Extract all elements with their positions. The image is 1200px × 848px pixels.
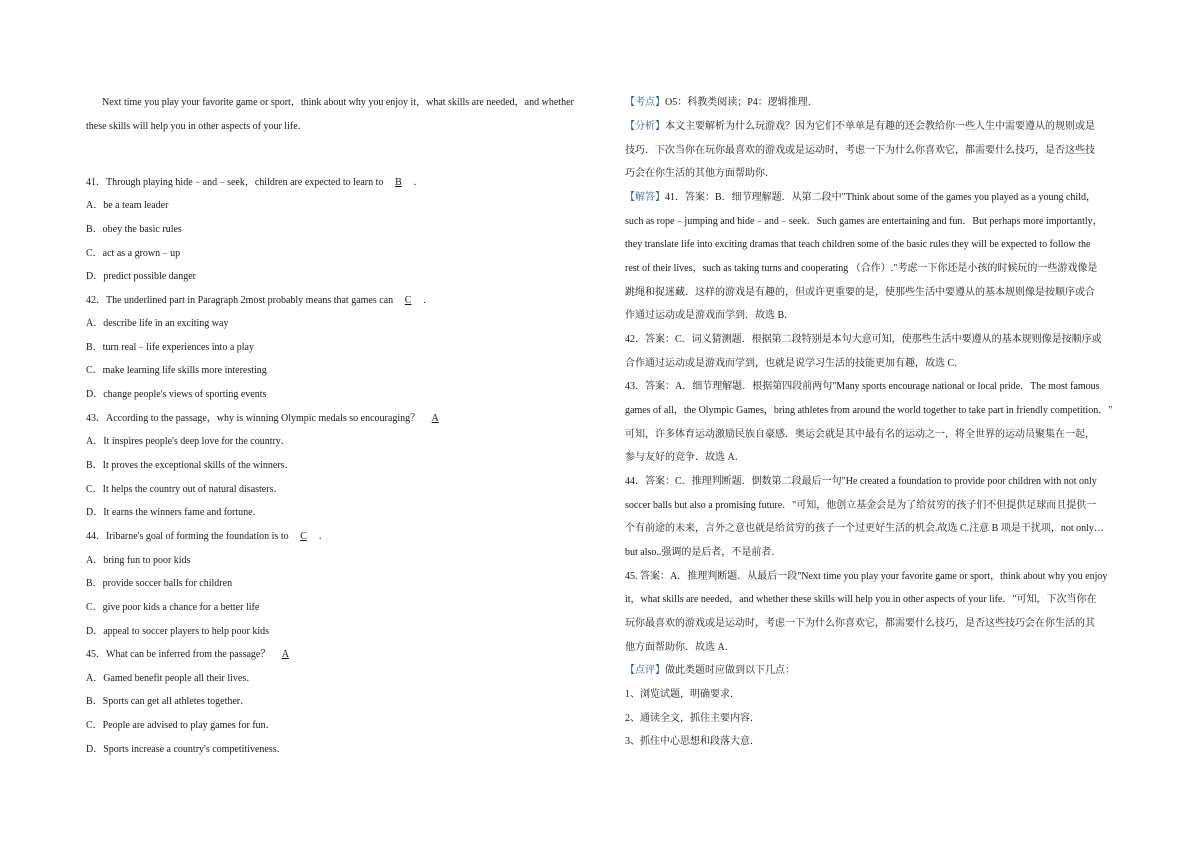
option: B．turn real﹣life experiences into a play	[86, 342, 254, 353]
option: B．obey the basic rules	[86, 224, 182, 235]
answer-blank: C	[300, 531, 307, 542]
text-line: it，what skills are needed，and whether these skills will help you in other aspects of your life．"可知，下次当你在	[625, 594, 1097, 605]
question-41	[86, 176, 423, 190]
text-line: 合作通过运动或是游戏而学到，也就是说学习生活的技能更加有趣，故选 C．	[625, 358, 965, 369]
option: A．bring fun to poor kids	[86, 555, 191, 566]
text-line: 作通过运动或是游戏而学到．故选 B．	[625, 310, 795, 321]
question-stem: 45．What can be inferred from the passage？	[86, 649, 271, 660]
text-line: 技巧．下次当你在玩你最喜欢的游戏或是运动时，考虑一下为什么你喜欢它，都需要什么技巧，是否这些技	[625, 145, 1095, 156]
fenxi-line	[625, 120, 1095, 134]
option: A．be a team leader	[86, 200, 169, 211]
text-line: such as rope﹣jumping and hide﹣and﹣seek．Such games are entertaining and fun．But perhaps more importantly，	[625, 216, 1103, 227]
question-stem: 41．Through playing hide﹣and﹣seek，children are expected to learn to	[86, 177, 384, 188]
text-line: 2、通读全文，抓住主要内容．	[625, 713, 760, 724]
question-stem: 43．According to the passage，why is winning Olympic medals so encouraging？	[86, 413, 421, 424]
intro-line-1: Next time you play your favorite game or sport，think about why you enjoy it，what skills are needed，and whether	[102, 97, 574, 108]
text-line: but also..强调的是后者，不是前者．	[625, 547, 782, 558]
text-line: 1、浏览试题，明确要求．	[625, 689, 740, 700]
line-text: 本文主要解析为什么玩游戏？因为它们不单单是有趣的还会教给你一些人生中需要遵从的规则或是	[665, 121, 1095, 132]
option: A．describe life in an exciting way	[86, 318, 229, 329]
text-line: 可知，许多体育运动激励民族自豪感．奥运会就是其中最有名的运动之一，将全世界的运动员聚集在一起，	[625, 429, 1095, 440]
question-stem: 44．Iribarne's goal of forming the foundation is to	[86, 531, 289, 542]
answer-blank: C	[404, 295, 412, 306]
jieda-line	[625, 191, 1096, 205]
question-stem: 42．The underlined part in Paragraph 2most probably means that games can	[86, 295, 394, 306]
line-text: O5：科教类阅读；P4：逻辑推理．	[665, 97, 818, 108]
section-tag: 【点评】	[625, 665, 665, 676]
option: D．It earns the winners fame and fortune．	[86, 507, 263, 518]
question-stem-end: ．	[318, 531, 329, 542]
option: C．act as a grown﹣up	[86, 248, 181, 259]
question-stem-end: ．	[413, 177, 424, 188]
text-line: 43．答案：A．细节理解题．根据第四段前两句"Many sports encourage national or local pride．The most famous	[625, 381, 1100, 392]
text-line: 45. 答案：A．推理判断题．从最后一段"Next time you play your favorite game or sport，think about why you enjoy	[625, 571, 1108, 582]
text-line: they translate life into exciting dramas that teach children some of the basic rules they will be expected to follow the	[625, 239, 1091, 250]
option: B．Sports can get all athletes together．	[86, 696, 251, 707]
option: C．People are advised to play games for fun．	[86, 720, 276, 731]
option: A．It inspires people's deep love for the country．	[86, 436, 291, 447]
option: A．Gamed benefit people all their lives．	[86, 673, 257, 684]
option: C．give poor kids a chance for a better life	[86, 602, 260, 613]
question-45	[86, 648, 300, 662]
option: C．make learning life skills more interesting	[86, 365, 267, 376]
kaodian-line	[625, 96, 818, 110]
answer-blank: A	[431, 413, 439, 424]
intro-line-2: these skills will help you in other aspects of your life．	[86, 121, 308, 132]
question-43	[86, 412, 450, 426]
text-line: 玩你最喜欢的游戏或是运动时，考虑一下为什么你喜欢它，都需要什么技巧，是否这些技巧会在你生活的其	[625, 618, 1095, 629]
option: B．provide soccer balls for children	[86, 578, 233, 589]
text-line: 44．答案：C．推理判断题．倒数第二段最后一句"He created a foundation to provide poor children with not only	[625, 476, 1097, 487]
text-line: 3、抓住中心思想和段落大意．	[625, 736, 760, 747]
question-stem-end: ．	[423, 295, 434, 306]
dianping-line	[625, 664, 795, 678]
text-line: 跳绳和捉迷藏．这样的游戏是有趣的，但或许更重要的是，使那些生活中要遵从的基本规则像是按顺序或合	[625, 287, 1095, 298]
text-line: games of all，the Olympic Games，bring athletes from around the world together to take part in friendly competition．"	[625, 405, 1113, 416]
line-text: 做此类题时应做到以下几点：	[665, 665, 795, 676]
text-line: rest of their lives，such as taking turns and cooperating （合作）."考虑一下你还是小孩的时候玩的一些游戏像是	[625, 263, 1098, 274]
option: C．It helps the country out of natural disasters．	[86, 484, 284, 495]
question-44	[86, 530, 329, 544]
text-line: 参与友好的竞争．故选 A．	[625, 452, 745, 463]
option: D．predict possible danger	[86, 271, 196, 282]
answer-blank: A	[281, 649, 289, 660]
text-line: 个有前途的未来，言外之意也就是给贫穷的孩子一个过更好生活的机会.故选 C.注意 B 项是干扰项，not only…	[625, 523, 1104, 534]
section-tag: 【考点】	[625, 97, 665, 108]
text-line: 巧会在你生活的其他方面帮助你．	[625, 168, 775, 179]
text-line: soccer balls but also a promising future．"可知，他创立基金会是为了给贫穷的孩子们不但提供足球而且提供一	[625, 500, 1097, 511]
line-text: 41．答案：B．细节理解题．从第二段中"Think about some of the games you played as a young child，	[665, 192, 1096, 203]
section-tag: 【解答】	[625, 192, 665, 203]
question-42	[86, 294, 433, 308]
option: B．It proves the exceptional skills of the winners．	[86, 460, 295, 471]
option: D．appeal to soccer players to help poor kids	[86, 626, 270, 637]
text-line: 他方面帮助你．故选 A．	[625, 642, 735, 653]
section-tag: 【分析】	[625, 121, 665, 132]
option: D．change people's views of sporting events	[86, 389, 267, 400]
text-line: 42．答案：C．词义猜测题．根据第二段特别是本句大意可知，使那些生活中要遵从的基本规则像是按顺序或	[625, 334, 1102, 345]
answer-blank: B	[395, 177, 402, 188]
option: D．Sports increase a country's competitiveness．	[86, 744, 287, 755]
